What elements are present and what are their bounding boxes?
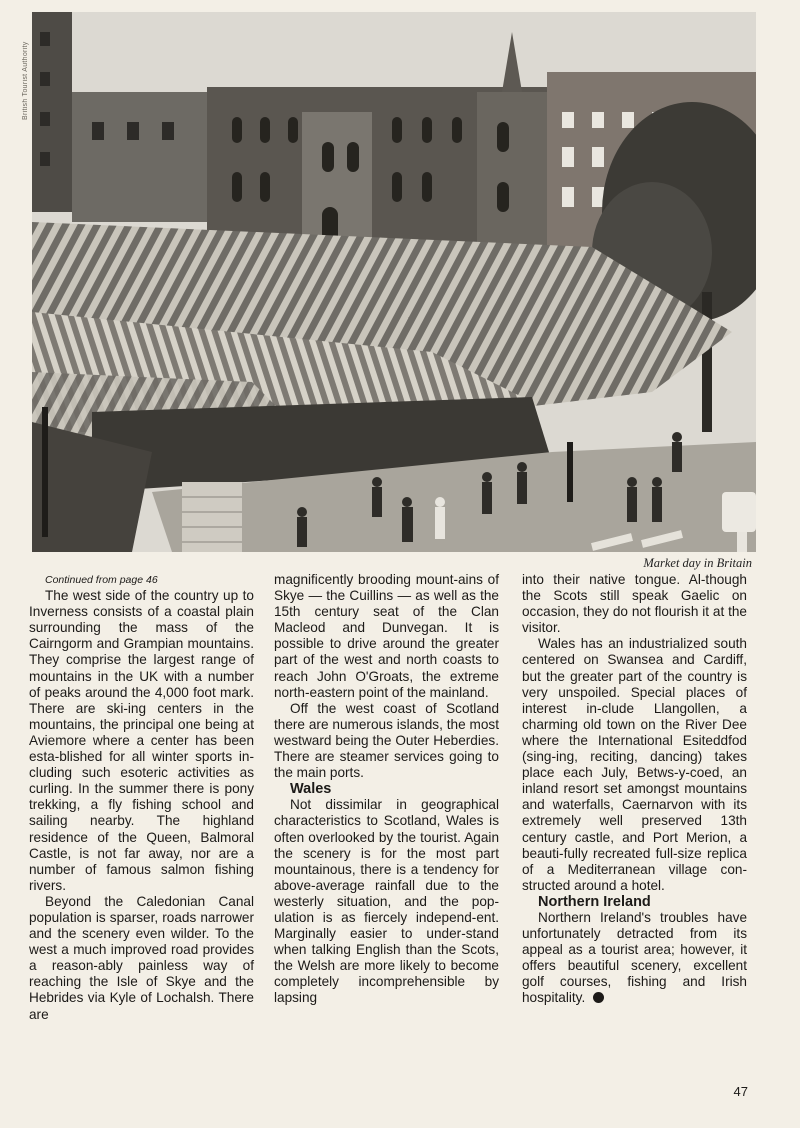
paragraph: Not dissimilar in geographical characteristics to Scotland, Wales is often overlooked by the tourist. Again the scenery is for the most part mountainous, there is a tendency for above-average rainfall due to the westerly situation, and the pop-ulation is as fiercely independ-ent. Marginally easier to under-stand when talking English than the Scots, the Welsh are more likely to become completely incomprehensible by lapsing [274, 797, 499, 1006]
paragraph: Beyond the Caledonian Canal population is sparser, roads narrower and the scenery even wilder. To the west a much improved road provides a reason-ably painless way of reaching the Isle of Skye and the Hebrides via Kyle of Lochalsh. There are [29, 893, 254, 1022]
end-of-article-icon [593, 992, 604, 1003]
market-photo [32, 12, 756, 552]
section-heading-wales: Wales [290, 781, 332, 798]
column-1 [29, 572, 254, 1023]
paragraph-with-end-mark [522, 910, 747, 1007]
paragraph: The west side of the country up to Inverness consists of a coastal plain surrounding the mass of the Cairngorm and Grampian mountains. They comprise the largest range of mountains in the UK with a number of peaks around the 4,000 foot mark. There are ski-ing centers in the mountains, the principal one being at Aviemore where a center has been esta-blished for all winter sports in-cluding such esoteric activities as curling. In the summer there is pony trekking, a fly fishing school and sailing nearby. The highland residence of the Queen, Balmoral Castle, is not far away, nor are a number of famous salmon fishing rivers. [29, 588, 254, 893]
paragraph: Off the west coast of Scotland there are numerous islands, the most westward being the Outer Heberdies. There are steamer services going to the main ports. [274, 700, 499, 781]
paragraph: magnificently brooding mount-ains of Skye — the Cuillins — as well as the 15th century seat of the Clan Macleod and Dunvegan. It is possible to drive around the greater part of the west and north coasts to reach John O'Groats, the extreme north-eastern point of the mainland. [274, 572, 499, 700]
page-number: 47 [733, 1084, 748, 1099]
column-2 [274, 572, 499, 1007]
continued-note: Continued from page 46 [45, 574, 158, 586]
paragraph: into their native tongue. Al-though the Scots still speak Gaelic on occasion, they do not flourish it at the visitor. [522, 572, 747, 636]
paragraph-text: Northern Ireland's troubles have unfortunately detracted from its appeal as a tourist area; however, it offers beautiful scenery, excellent golf courses, fishing and Irish hospitality. [522, 909, 747, 1006]
column-3 [522, 572, 747, 1007]
paragraph: Wales has an industrialized south centered on Swansea and Cardiff, but the greater part of the country is very unspoiled. Special places of interest in-clude Llangollen, a charming old town on the River Dee where the International Esiteddfod (sing-ing, reciting, dancing) takes place each July, Betws-y-coed, an inland resort set amongst mountains and waterfalls, Caernarvon with its extremely well preserved 13th century castle, and Port Merion, a beauti-fully recreated full-size replica of a Mediterranean village con-structed around a hotel. [522, 636, 747, 893]
photo-caption: Market day in Britain [643, 556, 752, 570]
photo-credit: British Tourist Authority [22, 41, 29, 120]
section-heading-northern-ireland: Northern Ireland [538, 893, 651, 910]
